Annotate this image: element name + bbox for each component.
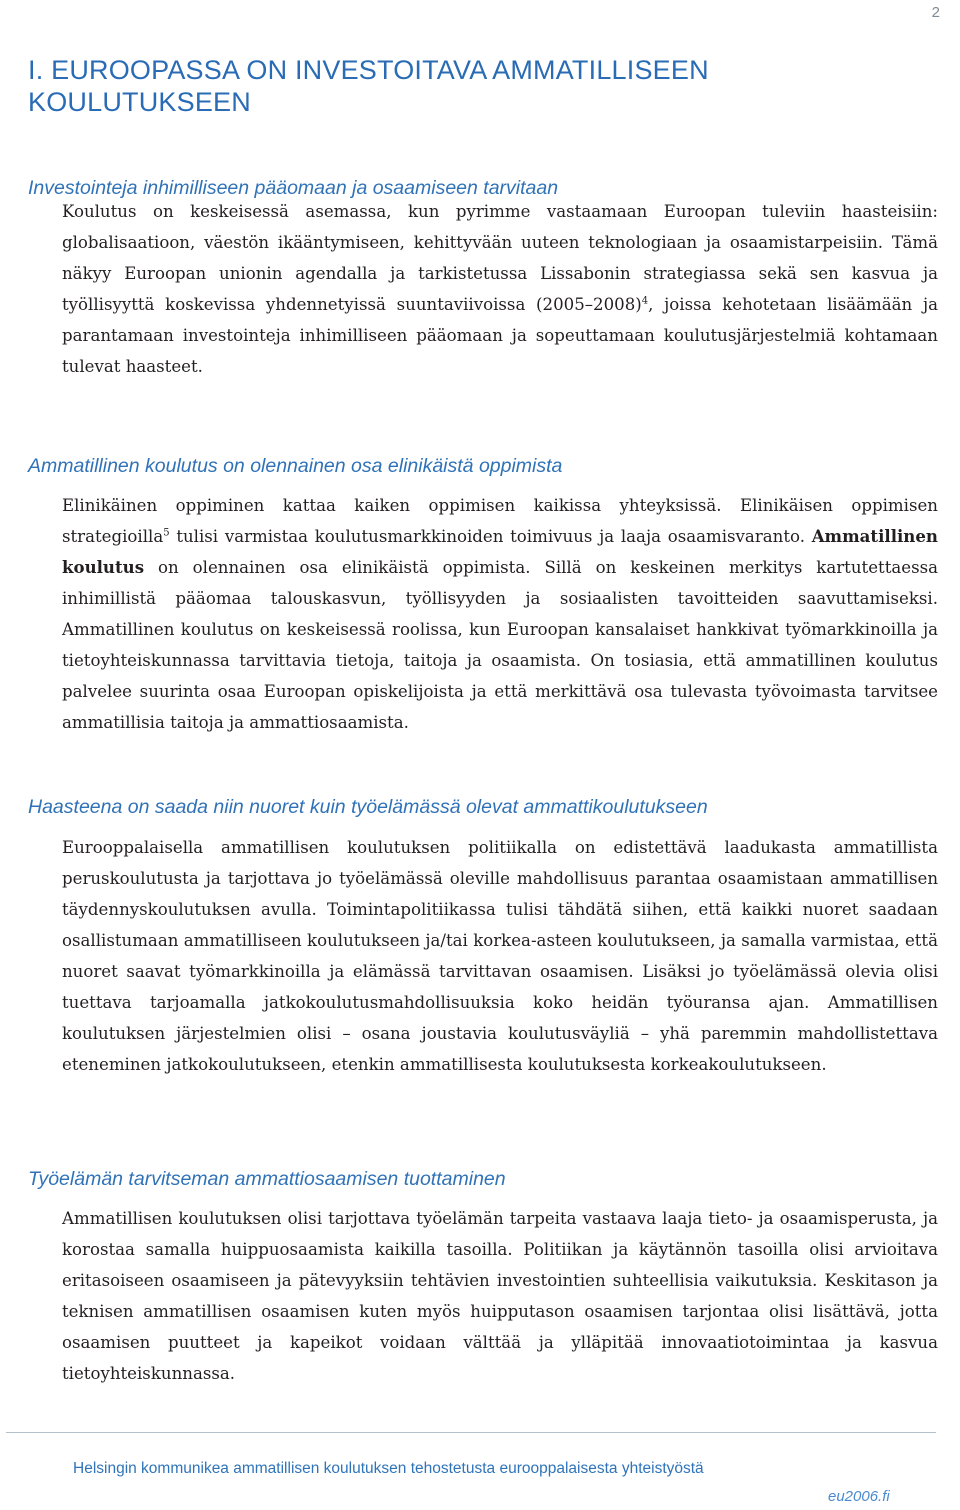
footnote-ref: 5	[163, 527, 170, 539]
section-paragraph-skills: Ammatillisen koulutuksen olisi tarjottava työelämän tarpeita vastaava laaja tieto- ja osaamisperusta, ja korostaa samalla huippuosaamista kaikilla tasoilla. Politiikan ja käytännön tasoilla olisi arvioitava eritasoiseen osaamiseen ja pätevyyksiin tehtävien investointien suhteellisia vaikutuksia. Keskitason ja teknisen ammatillisen osaamisen kuten myös huipputason osaamisen tarjontaa olisi lisättävä, jotta osaamisen puutteet ja kapeikot voidaan välttää ja ylläpitää innovaatiotoimintaa ja kasvua tietoyhteiskunnassa.	[62, 1209, 938, 1383]
section-heading-lifelong-learning: Ammatillinen koulutus on olennainen osa elinikäistä oppimista	[28, 455, 563, 477]
bold-term: Ammatillinen koulutus	[62, 526, 938, 577]
chapter-title-line-1: I. EUROOPASSA ON INVESTOITAVA AMMATILLISEEN	[28, 55, 709, 85]
section-heading-investments: Investointeja inhimilliseen pääomaan ja osaamiseen tarvitaan	[28, 177, 559, 199]
paragraph-text: Elinikäinen oppiminen kattaa kaiken oppimisen kaikissa yhteyksissä. Elinikäisen oppimisen strategioilla	[62, 496, 938, 546]
section-paragraph-investments	[62, 196, 938, 382]
section-heading-challenge: Haasteena on saada niin nuoret kuin työelämässä olevat ammattikoulutukseen	[28, 796, 708, 818]
section-heading-skills: Työelämän tarvitseman ammattiosaamisen tuottaminen	[28, 1168, 506, 1190]
footnote-ref: 4	[641, 295, 649, 307]
paragraph-text: on olennainen osa elinikäistä oppimista. Sillä on keskeinen merkitys kartutettaessa inhimillistä pääomaa talouskasvun, työllisyyden ja sosiaalisten tavoitteiden saavuttamiseksi. Ammatillinen koulutus on keskeisessä roolissa, kun Euroopan kansalaiset hankkivat työmarkkinoilla ja tietoyhteiskunnassa tarvittavia tietoja, taitoja ja osaamista. On tosiasia, että ammatillinen koulutus palvelee suurinta osaa Euroopan opiskelijoista ja että merkittävä osa tulevasta työvoimasta tarvitsee ammatillisia taitoja ja ammattiosaamista.	[62, 558, 938, 732]
paragraph-text: , joissa kehotetaan lisäämään ja parantamaan investointeja inhimilliseen pääomaan ja sopeuttamaan koulutusjärjestelmiä kohtamaan tulevat haasteet.	[62, 295, 938, 376]
footer-divider	[6, 1432, 936, 1433]
section-paragraph-lifelong-learning	[62, 490, 938, 738]
page-number: 2	[931, 4, 940, 21]
paragraph-text: tulisi varmistaa koulutusmarkkinoiden toimivuus ja laaja osaamisvaranto.	[169, 527, 812, 546]
chapter-title	[28, 54, 928, 118]
section-paragraph-challenge: Eurooppalaisella ammatillisen koulutuksen politiikalla on edistettävä laadukasta ammatillista peruskoulutusta ja tarjottava jo työelämässä oleville mahdollisuus parantaa osaamistaan ammatillisen täydennyskoulutuksen avulla. Toimintapolitiikassa tulisi tähdätä siihen, että kaikki nuoret saadaan osallistumaan ammatilliseen koulutukseen ja/tai korkea-asteen koulutukseen, ja samalla varmistaa, että nuoret saavat työmarkkinoilla ja elämässä tarvittavan osaamisen. Lisäksi jo työelämässä olevia olisi tuettava tarjoamalla jatkokoulutusmahdollisuuksia koko heidän työuransa ajan. Ammatillisen koulutuksen järjestelmien olisi – osana joustavia koulutusväyliä – yhä paremmin mahdollistettava eteneminen jatkokoulutukseen, etenkin ammatillisesta koulutuksesta korkeakoulutukseen.	[62, 838, 938, 1074]
paragraph-text: Koulutus on keskeisessä asemassa, kun pyrimme vastaamaan Euroopan tuleviin haasteisiin: globalisaatioon, väestön ikääntymiseen, kehittyvään uuteen teknologiaan ja osaamistarpeisiin. Tämä näkyy Euroopan unionin agendalla ja tarkistetussa Lissabonin strategiassa sekä sen kasvua ja työllisyyttä koskevissa yhdennetyissä suuntaviivoissa (2005–2008)	[62, 202, 938, 314]
eu2006-logo: eu2006.fi	[828, 1488, 890, 1505]
footer-text: Helsingin kommunikea ammatillisen koulutuksen tehostetusta eurooppalaisesta yhteistyöstä	[73, 1460, 704, 1477]
chapter-title-line-2: KOULUTUKSEEN	[28, 87, 251, 117]
